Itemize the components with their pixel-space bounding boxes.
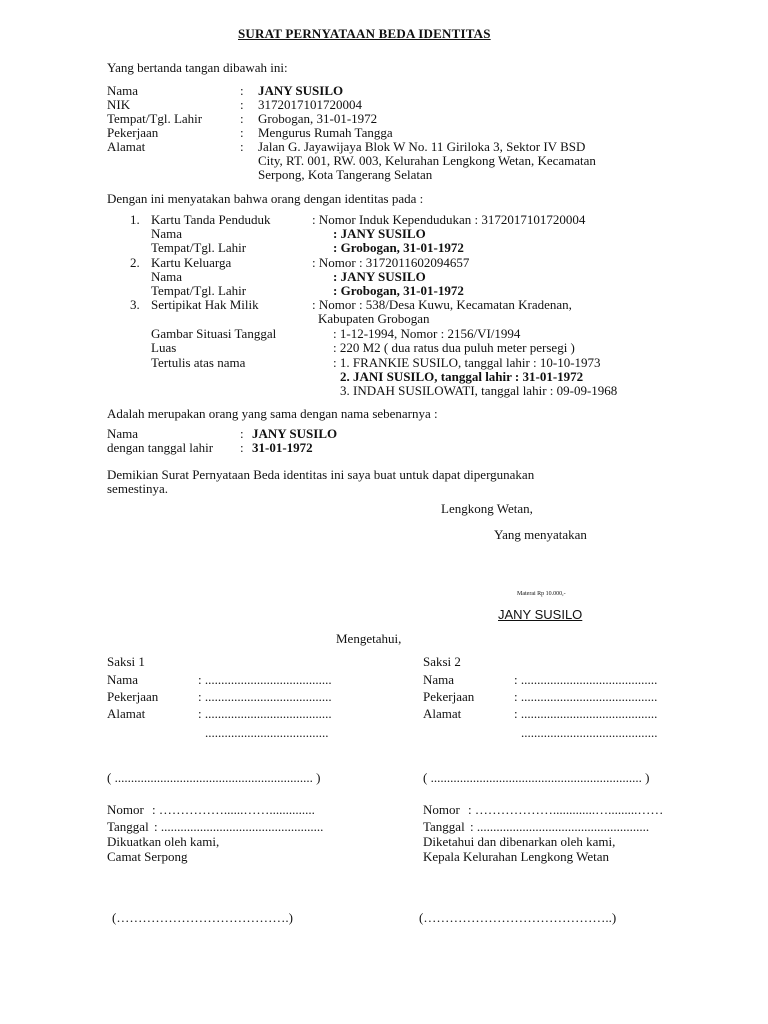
real-nama: JANY SUSILO xyxy=(252,426,338,441)
gambar-label: Gambar Situasi Tanggal xyxy=(151,326,277,341)
doc-kk-label: Kartu Keluarga xyxy=(151,255,232,270)
doc-ktp-ttl-label: Tempat/Tgl. Lahir xyxy=(151,240,247,255)
pekerjaan-label: Pekerjaan xyxy=(107,125,159,140)
luas-value: : 220 M2 ( dua ratus dua puluh meter persegi ) xyxy=(333,340,575,355)
saksi2-alamat-field: : .......................................... xyxy=(514,706,658,721)
saksi2-nama-label: Nama xyxy=(423,672,455,687)
alamat-line: City, RT. 001, RW. 003, Kelurahan Lengkong Wetan, Kecamatan xyxy=(258,153,596,168)
saksi2-sign-line: ( ................................................................. ) xyxy=(423,770,650,785)
saksi2-nama-field: : .......................................... xyxy=(514,672,658,687)
gambar-value: : 1-12-1994, Nomor : 2156/VI/1994 xyxy=(333,326,521,341)
ttl-value: Grobogan, 31-01-1972 xyxy=(258,111,378,126)
saksi1-office-2: Camat Serpong xyxy=(107,849,188,864)
saksi1-nomor-field: : ……………......…….............. xyxy=(152,802,315,817)
real-nama-label: Nama xyxy=(107,426,139,441)
signer-name: JANY SUSILO xyxy=(498,607,583,622)
doc-ktp-nama: : JANY SUSILO xyxy=(333,226,426,241)
saksi1-alamat-label: Alamat xyxy=(107,706,146,721)
doc-kk-nama-label: Nama xyxy=(151,269,183,284)
saksi2-alamat-field-2: .......................................... xyxy=(521,725,658,740)
saksi1-title: Saksi 1 xyxy=(107,654,145,669)
nik-label: NIK xyxy=(107,97,131,112)
doc-kk-ttl-label: Tempat/Tgl. Lahir xyxy=(151,283,247,298)
saksi2-nomor-label: Nomor xyxy=(423,802,460,817)
doc-shm-value: : Nomor : 538/Desa Kuwu, Kecamatan Kradenan, xyxy=(312,297,572,312)
doc-number: 3. xyxy=(130,297,140,312)
doc-kk-value: : Nomor : 3172011602094657 xyxy=(312,255,470,270)
nama-label: Nama xyxy=(107,83,139,98)
saksi1-tanggal-field: : .................................................. xyxy=(154,819,324,834)
real-tgl-label: dengan tanggal lahir xyxy=(107,440,214,455)
pekerjaan-value: Mengurus Rumah Tangga xyxy=(258,125,393,140)
same-person-text: Adalah merupakan orang yang sama dengan nama sebenarnya : xyxy=(107,406,438,421)
saksi2-office-1: Diketahui dan dibenarkan oleh kami, xyxy=(423,834,616,849)
saksi1-pekerjaan-field: : ....................................... xyxy=(198,689,332,704)
doc-ktp-ttl: : Grobogan, 31-01-1972 xyxy=(333,240,464,255)
nama-value: JANY SUSILO xyxy=(258,83,344,98)
tertulis-label: Tertulis atas nama xyxy=(151,355,246,370)
place-text: Lengkong Wetan, xyxy=(441,501,533,516)
saksi2-tanggal-label: Tanggal xyxy=(423,819,465,834)
colon: : xyxy=(240,83,244,98)
alamat-label: Alamat xyxy=(107,139,146,154)
saksi1-alamat-field: : ....................................... xyxy=(198,706,332,721)
mengetahui-text: Mengetahui, xyxy=(336,631,402,646)
nik-value: 3172017101720004 xyxy=(258,97,362,112)
doc-ktp-label: Kartu Tanda Penduduk xyxy=(151,212,271,227)
colon: : xyxy=(240,97,244,112)
luas-label: Luas xyxy=(151,340,177,355)
saksi1-nama-field: : ....................................... xyxy=(198,672,332,687)
saksi2-title: Saksi 2 xyxy=(423,654,461,669)
colon: : xyxy=(240,426,244,441)
closing-line-1: Demikian Surat Pernyataan Beda identitas ini saya buat untuk dapat dipergunakan xyxy=(107,467,535,482)
saksi1-sign-line: ( ............................................................. ) xyxy=(107,770,321,785)
doc-ktp-value: : Nomor Induk Kependudukan : 3172017101720004 xyxy=(312,212,586,227)
saksi1-alamat-field-2: ...................................... xyxy=(205,725,329,740)
doc-kk-nama: : JANY SUSILO xyxy=(333,269,426,284)
doc-number: 1. xyxy=(130,212,140,227)
doc-ktp-nama-label: Nama xyxy=(151,226,183,241)
colon: : xyxy=(240,111,244,126)
saksi1-nomor-label: Nomor xyxy=(107,802,144,817)
saksi1-pekerjaan-label: Pekerjaan xyxy=(107,689,159,704)
tertulis-1: : 1. FRANKIE SUSILO, tanggal lahir : 10-10-1973 xyxy=(333,355,601,370)
tertulis-3: 3. INDAH SUSILOWATI, tanggal lahir : 09-09-1968 xyxy=(340,383,618,398)
closing-line-2: semestinya. xyxy=(107,481,169,496)
colon: : xyxy=(240,139,244,154)
lurah-sign-line: (……………………………………..) xyxy=(419,910,617,925)
saksi2-office-2: Kepala Kelurahan Lengkong Wetan xyxy=(423,849,610,864)
doc-shm-label: Sertipikat Hak Milik xyxy=(151,297,259,312)
declarer-text: Yang menyatakan xyxy=(494,527,587,542)
alamat-line: Serpong, Kota Tangerang Selatan xyxy=(258,167,433,182)
page-title: SURAT PERNYATAAN BEDA IDENTITAS xyxy=(238,26,491,41)
saksi1-office-1: Dikuatkan oleh kami, xyxy=(107,834,220,849)
intro-text: Yang bertanda tangan dibawah ini: xyxy=(107,60,288,75)
camat-sign-line: (………………………………….) xyxy=(112,910,293,925)
colon: : xyxy=(240,125,244,140)
saksi2-pekerjaan-field: : .......................................... xyxy=(514,689,658,704)
alamat-line: Jalan G. Jayawijaya Blok W No. 11 Giriloka 3, Sektor IV BSD xyxy=(258,139,586,154)
saksi1-nama-label: Nama xyxy=(107,672,139,687)
saksi1-tanggal-label: Tanggal xyxy=(107,819,149,834)
ttl-label: Tempat/Tgl. Lahir xyxy=(107,111,203,126)
saksi2-alamat-label: Alamat xyxy=(423,706,462,721)
real-tgl: 31-01-1972 xyxy=(252,440,313,455)
doc-number: 2. xyxy=(130,255,140,270)
saksi2-tanggal-field: : ..................................................... xyxy=(470,819,650,834)
colon: : xyxy=(240,440,244,455)
saksi2-nomor-field: : ……………….............….........…… xyxy=(468,802,664,817)
materai-text: Materai Rp 10.000,- xyxy=(517,591,566,597)
statement-intro: Dengan ini menyatakan bahwa orang dengan identitas pada : xyxy=(107,191,424,206)
doc-kk-ttl: : Grobogan, 31-01-1972 xyxy=(333,283,464,298)
saksi2-pekerjaan-label: Pekerjaan xyxy=(423,689,475,704)
doc-shm-value-2: Kabupaten Grobogan xyxy=(318,311,430,326)
tertulis-2: 2. JANI SUSILO, tanggal lahir : 31-01-1972 xyxy=(340,369,584,384)
